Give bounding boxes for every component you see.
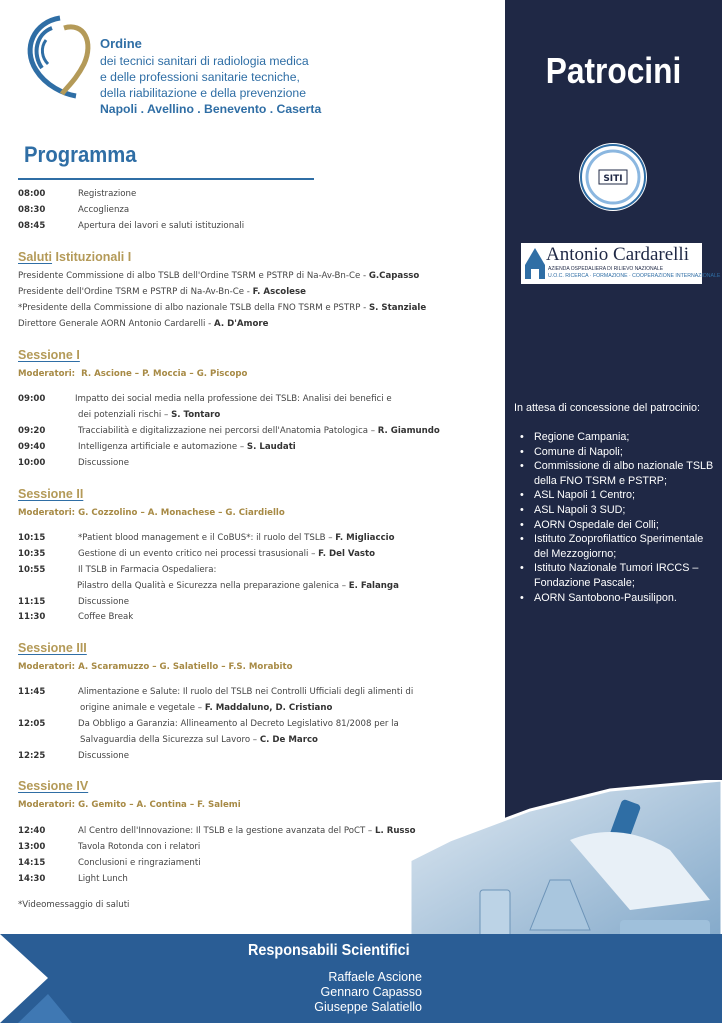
opening-text-1: Registrazione: [78, 189, 137, 199]
ordine-logo-icon: [14, 8, 94, 100]
s4-text-1: Al Centro dell'Innovazione: Il TSLB e la gestione avanzata del PoCT – L. Russo: [78, 826, 416, 836]
s2-text-5: Coffee Break: [78, 612, 134, 622]
cardarelli-sub2: U.O.C. RICERCA · FORMAZIONE · COOPERAZIONE INTERNAZIONALE: [548, 273, 721, 279]
org-cities: Napoli . Avellino . Benevento . Caserta: [100, 102, 322, 116]
session3-moderators: Moderatori: A. Scaramuzzo – G. Salatiello – F.S. Morabito: [18, 662, 293, 672]
cardarelli-logo: [521, 243, 721, 284]
list-item: • Regione Campania;: [520, 430, 716, 445]
videomessage-note: *Videomessaggio di saluti: [18, 900, 130, 910]
responsabile-2: Gennaro Capasso: [320, 985, 422, 999]
responsabili-title: Responsabili Scientifici: [248, 942, 410, 959]
org-line-1: dei tecnici sanitari di radiologia medica: [100, 54, 309, 68]
s3-time-3: 12:25: [18, 751, 46, 761]
list-item: • AORN Ospedale dei Colli;: [520, 518, 716, 533]
org-line-3: della riabilitazione e della prevenzione: [100, 86, 306, 100]
saluti-heading-underlined: Saluti: [18, 250, 53, 264]
s4-time-3: 14:15: [18, 858, 46, 868]
s3-text-1: Alimentazione e Salute: Il ruolo del TSLB nei Controlli Ufficiali degli alimenti di: [78, 687, 414, 697]
s2-time-4: 11:15: [18, 597, 46, 607]
list-item: • ASL Napoli 1 Centro;: [520, 488, 716, 503]
patron-list: [520, 430, 716, 605]
programma-divider: [18, 178, 314, 180]
biti-logo-text: SITI: [603, 174, 623, 184]
opening-text-3: Apertura dei lavori e saluti istituzionali: [78, 221, 245, 231]
s2-time-1: 10:15: [18, 533, 46, 543]
s1-time-3: 09:40: [18, 442, 46, 452]
saluti-line-2: Presidente dell'Ordine TSRM e PSTRP di Na-Av-Bn-Ce - F. Ascolese: [18, 287, 306, 297]
s2-text-3: Il TSLB in Farmacia Ospedaliera:: [78, 565, 217, 575]
biti-logo-icon: [579, 143, 647, 211]
list-item: • Commissione di albo nazionale TSLB della FNO TSRM e PSTRP;: [520, 459, 716, 488]
s2-text-3b: Pilastro della Qualità e Sicurezza nella preparazione galenica – E. Falanga: [77, 581, 399, 591]
saluti-heading-rest: Istituzionali I: [52, 250, 132, 264]
s2-text-2: Gestione di un evento critico nei processi trasusionali – F. Del Vasto: [78, 549, 376, 559]
s4-text-4: Light Lunch: [78, 874, 128, 884]
s2-time-3: 10:55: [18, 565, 46, 575]
s4-text-2: Tavola Rotonda con i relatori: [78, 842, 201, 852]
responsabile-3: Giuseppe Salatiello: [314, 1000, 422, 1014]
s1-text-2: Tracciabilità e digitalizzazione nei percorsi dell'Anatomia Patologica – R. Giamundo: [78, 426, 440, 436]
programma-title: Programma: [24, 142, 137, 167]
session4-heading: Sessione IV: [18, 779, 89, 793]
session1-heading: Sessione I: [18, 348, 80, 362]
s1-time-4: 10:00: [18, 458, 46, 468]
s3-text-2: Da Obbligo a Garanzia: Allineamento al Decreto Legislativo 81/2008 per la: [78, 719, 399, 729]
session3-heading: Sessione III: [18, 641, 87, 655]
s1-text-1b: dei potenziali rischi – S. Tontaro: [78, 410, 221, 420]
org-title: Ordine: [100, 36, 142, 51]
session2-moderators: Moderatori: G. Cozzolino – A. Monachese – G. Ciardiello: [18, 508, 285, 518]
s3-time-2: 12:05: [18, 719, 46, 729]
session1-moderators: Moderatori: R. Ascione – P. Moccia – G. Piscopo: [18, 369, 248, 379]
opening-time-3: 08:45: [18, 221, 46, 231]
session4-moderators: Moderatori: G. Gemito – A. Contina – F. Salemi: [18, 800, 241, 810]
session2-heading: Sessione II: [18, 487, 84, 501]
cardarelli-sub1: AZIENDA OSPEDALIERA DI RILIEVO NAZIONALE: [548, 266, 664, 272]
org-line-2: e delle professioni sanitarie tecniche,: [100, 70, 300, 84]
s2-text-1: *Patient blood management e il CoBUS*: il ruolo del TSLB – F. Migliaccio: [78, 533, 395, 543]
s3-text-1b: origine animale e vegetale – F. Maddaluno, D. Cristiano: [80, 703, 333, 713]
s4-text-3: Conclusioni e ringraziamenti: [78, 858, 201, 868]
s2-text-4: Discussione: [78, 597, 129, 607]
s1-time-2: 09:20: [18, 426, 46, 436]
s1-text-4: Discussione: [78, 458, 129, 468]
s2-time-2: 10:35: [18, 549, 46, 559]
s1-text-3: Intelligenza artificiale e automazione – S. Laudati: [78, 442, 296, 452]
lab-photo-image: [410, 780, 722, 955]
list-item: • Istituto Zooprofilattico Sperimentale del Mezzogiorno;: [520, 532, 716, 561]
opening-text-2: Accoglienza: [78, 205, 130, 215]
s2-time-5: 11:30: [18, 612, 46, 622]
cardarelli-emblem-icon: [523, 245, 547, 282]
s3-text-3: Discussione: [78, 751, 129, 761]
list-item: • AORN Santobono-Pausilipon.: [520, 591, 716, 606]
patrocini-title: Patrocini: [545, 50, 682, 91]
s4-time-4: 14:30: [18, 874, 46, 884]
s4-time-2: 13:00: [18, 842, 46, 852]
cardarelli-name: Antonio Cardarelli: [546, 244, 689, 265]
list-item: • Comune di Napoli;: [520, 445, 716, 460]
opening-time-2: 08:30: [18, 205, 46, 215]
s3-text-2b: Salvaguardia della Sicurezza sul Lavoro – C. De Marco: [80, 735, 318, 745]
pending-label: In attesa di concessione del patrocinio:: [514, 402, 701, 414]
saluti-heading: [18, 250, 131, 264]
s1-text-1: Impatto dei social media nella professione dei TSLB: Analisi dei benefici e: [75, 394, 392, 404]
list-item: • Istituto Nazionale Tumori IRCCS – Fondazione Pascale;: [520, 561, 716, 590]
saluti-line-4: Direttore Generale AORN Antonio Cardarelli - A. D'Amore: [18, 319, 269, 329]
list-item: • ASL Napoli 3 SUD;: [520, 503, 716, 518]
saluti-line-3: *Presidente della Commissione di albo nazionale TSLB della FNO TSRM e PSTRP - S. Stanziale: [18, 303, 427, 313]
saluti-line-1: Presidente Commissione di albo TSLB dell'Ordine TSRM e PSTRP di Na-Av-Bn-Ce - G.Capasso: [18, 271, 420, 281]
responsabile-1: Raffaele Ascione: [328, 970, 422, 984]
s4-time-1: 12:40: [18, 826, 46, 836]
s3-time-1: 11:45: [18, 687, 46, 697]
opening-time-1: 08:00: [18, 189, 46, 199]
s1-time-1: 09:00: [18, 394, 46, 404]
